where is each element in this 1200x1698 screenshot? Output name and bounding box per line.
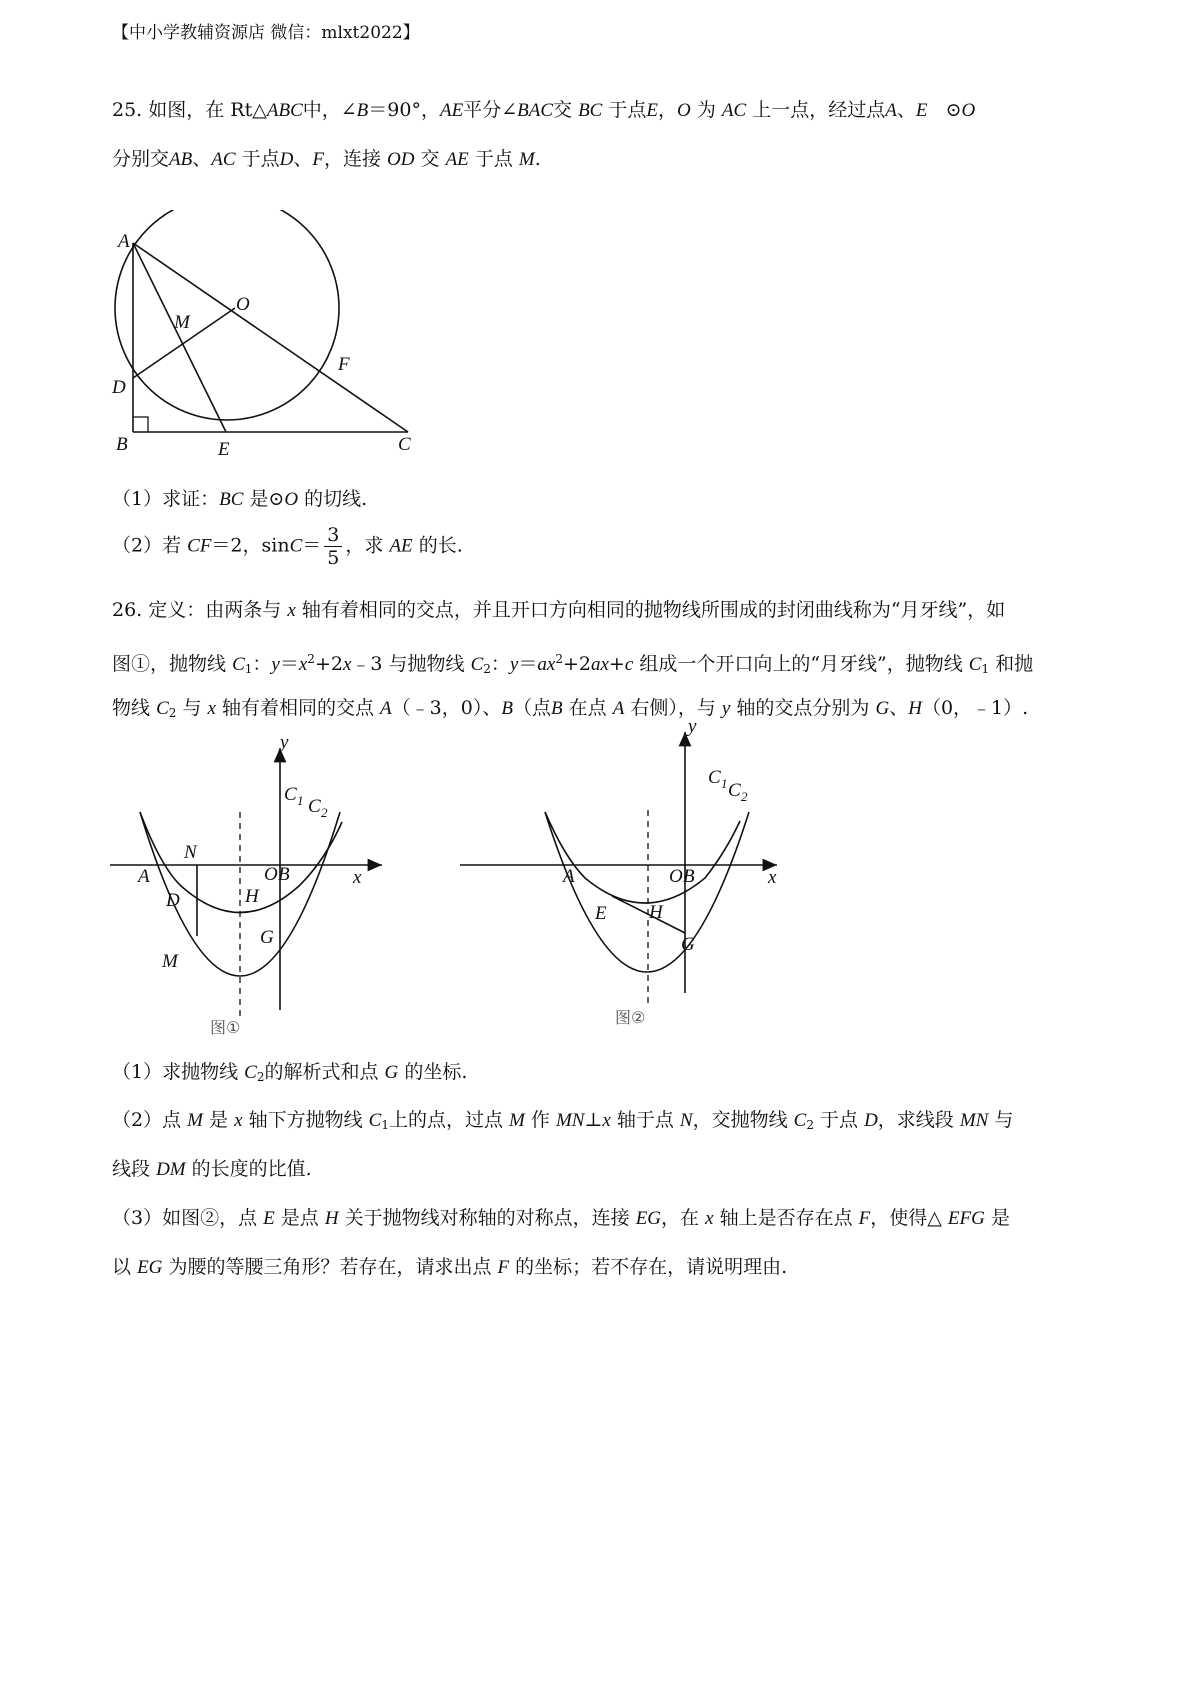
q26-part2-line2: 线段 DM 的长度的比值. (112, 1158, 312, 1180)
label-m: M (162, 951, 178, 972)
parabola-c1 (545, 812, 749, 972)
page-header: 【中小学教辅资源店 微信：mlxt2022】 (112, 23, 420, 43)
label-o: O (264, 864, 278, 885)
figure-2-caption: 图② (615, 1008, 646, 1027)
label-c1-sub: 1 (721, 776, 728, 791)
label-f: F (338, 354, 350, 375)
label-o: O (669, 866, 683, 887)
q26-line1: 26. 定义：由两条与 x 轴有着相同的交点，并且开口方向相同的抛物线所围成的封闭曲线称为“月牙线”，如 (112, 599, 1006, 621)
label-h: H (245, 886, 259, 907)
label-b: B (683, 866, 695, 887)
label-a: A (138, 866, 150, 887)
q26-line3: 物线 $C_2$ 与 x 轴有着相同的交点 A（﹣3，0）、B（点B 在点 A 右侧），与 y 轴的交点分别为 G、H（0，﹣1）. (112, 697, 1029, 720)
right-angle-mark (133, 417, 148, 432)
label-o: O (236, 294, 250, 315)
q25-part2: （2）若 CF＝2，sinC＝ $\frac{3}{5}$ ，求 AE 的长. (112, 524, 463, 569)
label-c1: C (284, 784, 297, 805)
q25-circle-figure (100, 210, 440, 460)
label-c1: C (708, 767, 721, 788)
segment-ac (133, 243, 408, 432)
label-a: A (118, 231, 130, 252)
label-d: D (112, 377, 126, 398)
q26-part1: （1）求抛物线 $C_2$的解析式和点 G 的坐标. (112, 1061, 468, 1084)
label-g: G (260, 927, 274, 948)
q26-part3-line1: （3）如图②，点 E 是点 H 关于抛物线对称轴的对称点，连接 EG，在 x 轴上是否存在点 F，使得△ EFG 是 (112, 1207, 1010, 1229)
label-h: H (649, 902, 663, 923)
label-y: y (280, 732, 289, 753)
label-x: x (768, 867, 777, 888)
label-d: D (166, 890, 180, 911)
figure-1-caption: 图① (210, 1018, 241, 1037)
q26-part3-line2: 以 EG 为腰的等腰三角形？若存在，请求出点 F 的坐标；若不存在，请说明理由. (112, 1256, 788, 1278)
label-c2-sub: 2 (321, 805, 328, 820)
figure-1 (100, 730, 400, 1040)
label-n: N (184, 842, 197, 863)
label-c2: C (308, 796, 321, 817)
label-y: y (688, 718, 697, 737)
q26-part2-line1: （2）点 M 是 x 轴下方抛物线 $C_1$上的点，过点 M 作 MN⊥x 轴于点 N，交抛物线 $C_2$ 于点 D，求线段 MN 与 (112, 1109, 1014, 1132)
q26-line2: 图①，抛物线 $C_1$：$y=x^2+2x﹣3$ 与抛物线 $C_2$：$y=ax^2+2ax+c$ 组成一个开口向上的“月牙线”，抛物线 $C_1$ 和抛 (112, 652, 1034, 676)
label-b: B (116, 434, 128, 455)
label-c2: C (728, 780, 741, 801)
q25-line1: 25. 如图，在 Rt△ABC中，∠B＝90°，AE平分∠BAC交 BC 于点E，O 为 AC 上一点，经过点A、E ⊙O (112, 99, 976, 121)
label-e: E (218, 439, 230, 460)
fraction-3-5: $\frac{3}{5}$ (324, 524, 342, 569)
circle-o (115, 210, 339, 420)
segment-ae (133, 243, 226, 432)
label-x: x (353, 867, 362, 888)
label-m: M (174, 312, 190, 333)
q25-part1: （1）求证：BC 是⊙O 的切线. (112, 488, 368, 510)
label-e: E (595, 903, 607, 924)
label-b: B (278, 864, 290, 885)
label-a: A (563, 866, 575, 887)
label-c2-sub: 2 (741, 789, 748, 804)
label-g: G (681, 934, 695, 955)
figure-2 (455, 718, 795, 1028)
q25-line2: 分别交AB、AC 于点D、F，连接 OD 交 AE 于点 M. (112, 148, 541, 170)
label-c: C (398, 434, 411, 455)
label-c1-sub: 1 (297, 793, 304, 808)
